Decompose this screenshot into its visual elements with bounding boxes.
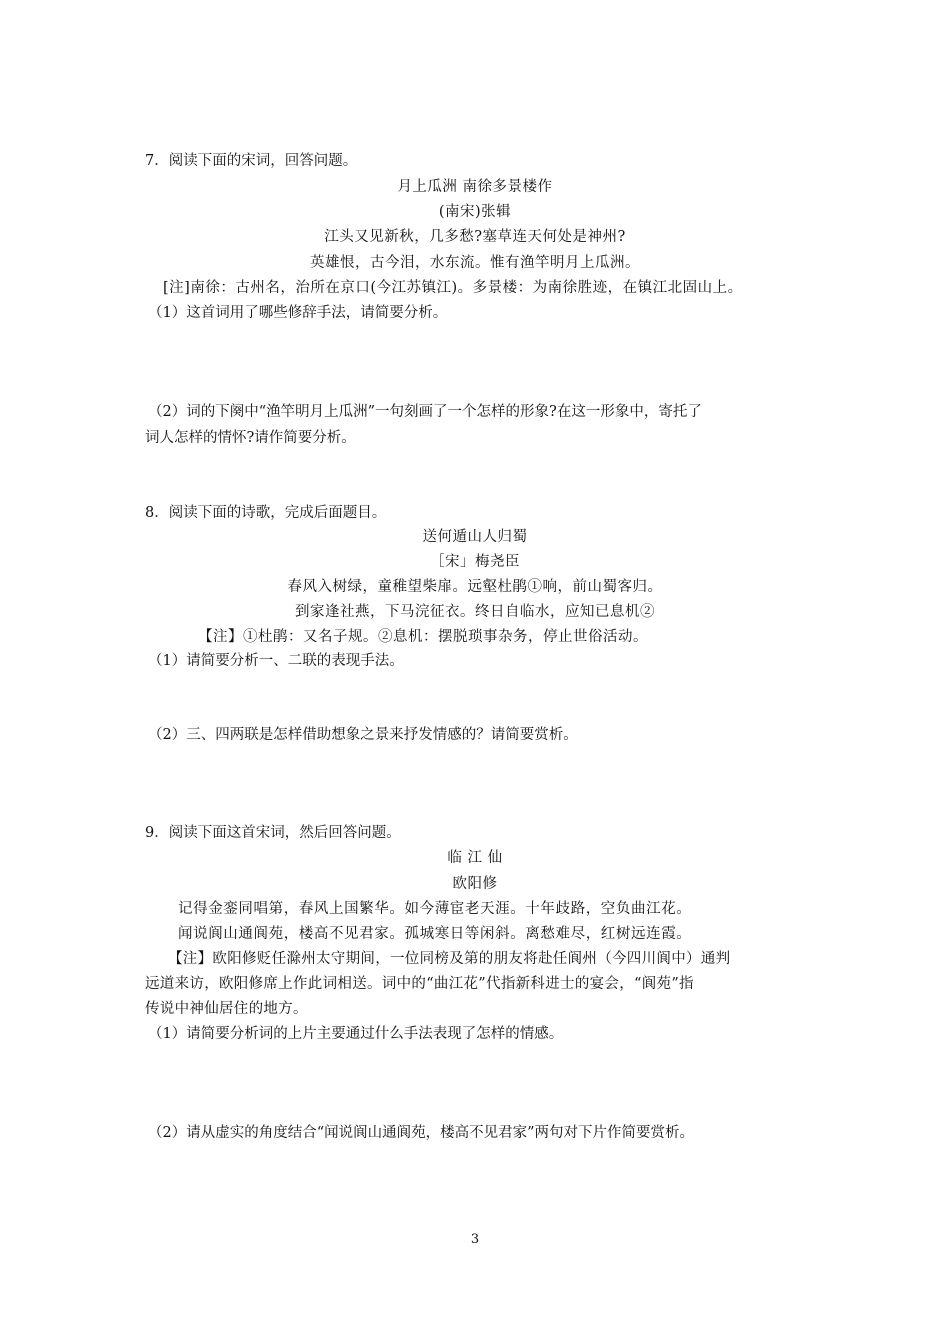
page-number: 3 [470,1232,480,1247]
q7-subquestion-1: （1）这首词用了哪些修辞手法，请简要分析。 [148,305,448,321]
q8-subquestion-1: （1）请简要分析一、二联的表现手法。 [148,653,404,669]
q8-poem-line-2: 到家逢社燕，下马浣征衣。终日自临水，应知已息机② [295,604,655,620]
q8-subquestion-2: （2）三、四两联是怎样借助想象之景来抒发情感的？请简要赏析。 [148,727,578,743]
q7-poem-line-1: 江头又见新秋，几多愁?塞草连天何处是神州? [324,229,626,245]
q7-poem-title: 月上瓜洲 南徐多景楼作 [397,179,553,195]
q9-poem-title: 临 江 仙 [447,850,503,866]
q7-heading: 7．阅读下面的宋词，回答问题。 [145,153,358,169]
q9-poem-line-1: 记得金銮同唱第，春风上国繁华。如今薄宦老天涯。十年歧路，空负曲江花。 [178,901,692,917]
q7-subquestion-2-line-2: 词人怎样的情怀?请作简要分析。 [145,430,356,446]
q8-note: 【注】①杜鹃：又名子规。②息机：摆脱琐事杂务，停止世俗活动。 [198,629,648,645]
q8-heading: 8．阅读下面的诗歌，完成后面题目。 [145,505,387,521]
q8-poem-title: 送何遁山人归蜀 [422,529,528,545]
q9-subquestion-1: （1）请简要分析词的上片主要通过什么手法表现了怎样的情感。 [148,1026,564,1042]
q9-note-line-2: 远道来访，欧阳修席上作此词相送。词中的“曲江花”代指新科进士的宴会，“阆苑”指 [145,976,694,992]
q9-poem-line-2: 闻说阆山通阆苑，楼高不见君家。孤城寒日等闲斜。离愁难尽，红树远连霞。 [178,926,692,942]
q7-note: [注]南徐：古州名，治所在京口(今江苏镇江)。多景楼：为南徐胜迹，在镇江北固山上。 [163,280,743,296]
q9-subquestion-2: （2）请从虚实的角度结合“闻说阆山通阆苑，楼高不见君家”两句对下片作简要赏析。 [148,1125,695,1141]
q9-note-line-3: 传说中神仙居住的地方。 [145,1001,308,1017]
q7-subquestion-2-line-1: （2）词的下阕中“渔竿明月上瓜洲”一句刻画了一个怎样的形象?在这一形象中，寄托了 [148,404,702,420]
q9-heading: 9．阅读下面这首宋词，然后回答问题。 [145,825,401,841]
q8-poem-author: ［宋」梅尧臣 [430,554,520,570]
q7-poem-line-2: 英雄恨，古今泪，水东流。惟有渔竿明月上瓜洲。 [310,255,640,271]
q9-poem-author: 欧阳修 [452,876,498,892]
q7-poem-author: (南宋)张辑 [438,204,512,220]
q8-poem-line-1: 春风入树绿，童稚望柴扉。远壑杜鹃①响，前山蜀客归。 [287,579,663,595]
q9-note-line-1: 【注】欧阳修贬任滁州太守期间，一位同榜及第的朋友将赴任阆州（今四川阆中）通判 [168,951,731,967]
